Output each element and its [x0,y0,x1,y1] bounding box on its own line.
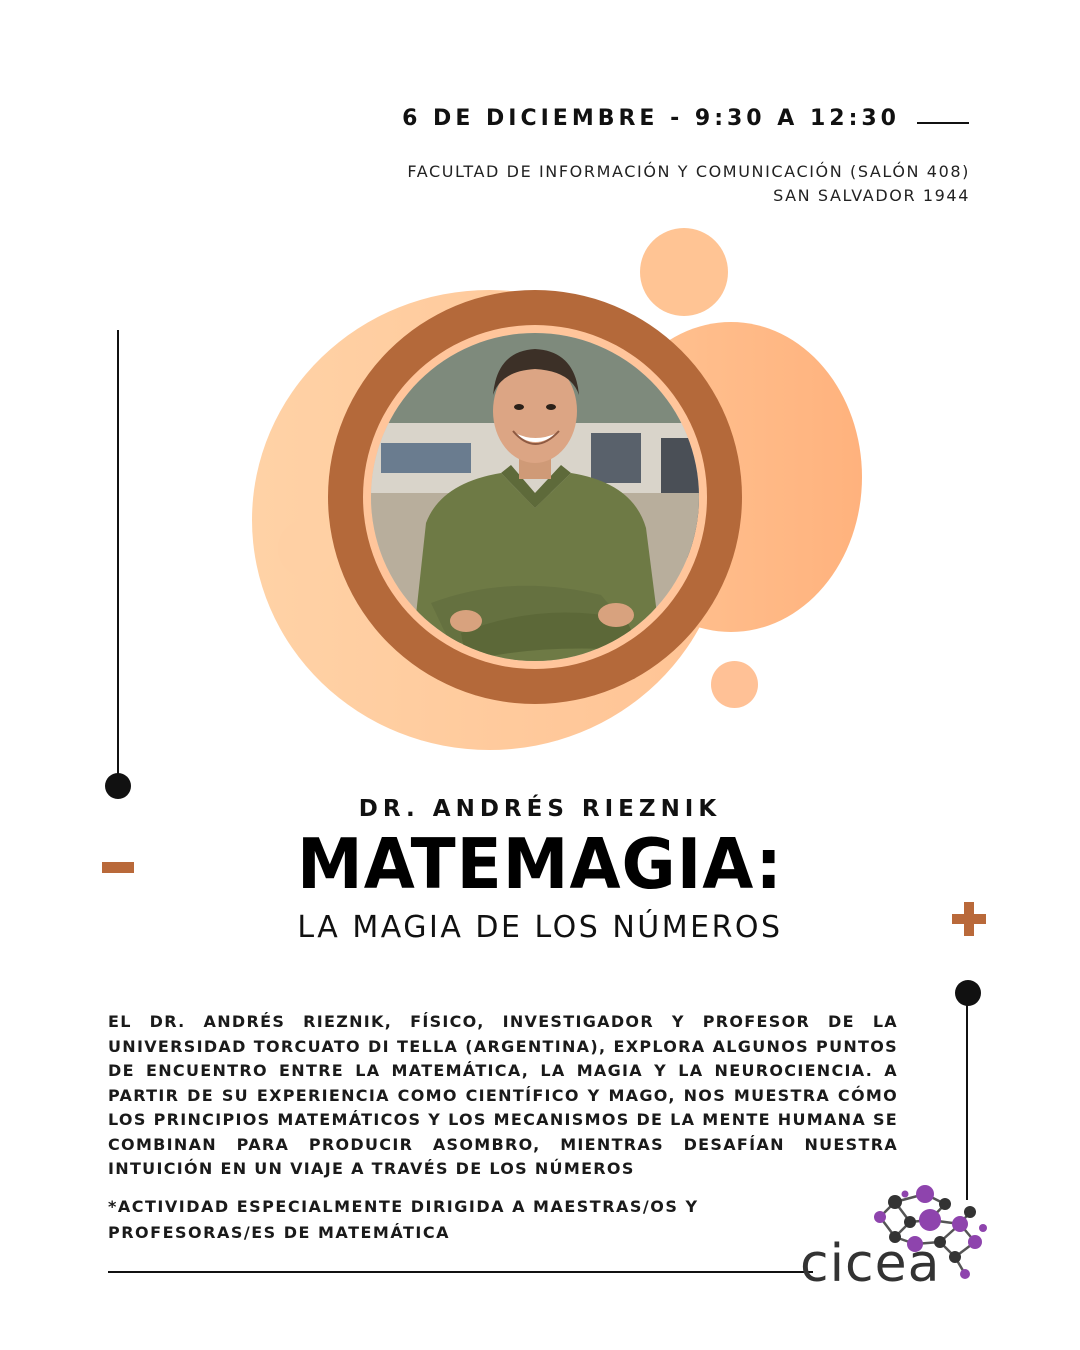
left-vertical-line [117,330,119,785]
venue-line-2: SAN SALVADOR 1944 [773,186,970,205]
talk-description: EL DR. ANDRÉS RIEZNIK, FÍSICO, INVESTIGADOR Y PROFESOR DE LA UNIVERSIDAD TORCUATO DI TELLA (ARGENTINA), EXPLORA ALGUNOS PUNTOS DE ENCUENTRO ENTRE LA MATEMÁTICA, LA MAGIA Y LA NEUROCIENCIA. A PARTIR DE SU EXPERIENCIA COMO CIENTÍFICO Y MAGO, NOS MUESTRA CÓMO LOS PRINCIPIOS MATEMÁTICOS Y LOS MECANISMOS DE LA MENTE HUMANA SE COMBINAN PARA PRODUCIR ASOMBRO, MIENTRAS DESAFÍAN NUESTRA INTUICIÓN EN UN VIAJE A TRAVÉS DE LOS NÚMEROS [108,1012,898,1178]
right-vertical-line [966,1000,968,1200]
event-venue [300,160,970,208]
speaker-photo [371,333,699,661]
cicea-logo [795,1182,1005,1302]
bottom-rule [108,1271,813,1273]
talk-title: MATEMAGIA: [297,824,783,905]
blob-top-circle [640,228,728,316]
cicea-wordmark: cicea [800,1234,941,1294]
talk-subtitle: LA MAGIA DE LOS NÚMEROS [297,910,783,945]
date-rule [917,122,969,124]
event-date-time: 6 DE DICIEMBRE - 9:30 A 12:30 [402,106,900,131]
right-line-dot [955,980,981,1006]
audience-note: *ACTIVIDAD ESPECIALMENTE DIRIGIDA A MAESTRAS/OS Y PROFESORAS/ES DE MATEMÁTICA [108,1197,699,1242]
venue-line-1: FACULTAD DE INFORMACIÓN Y COMUNICACIÓN (SALÓN 408) [407,162,970,181]
blob-left-small-circle [278,520,335,577]
blob-bottom-small-circle [711,661,758,708]
speaker-name: DR. ANDRÉS RIEZNIK [358,796,722,822]
